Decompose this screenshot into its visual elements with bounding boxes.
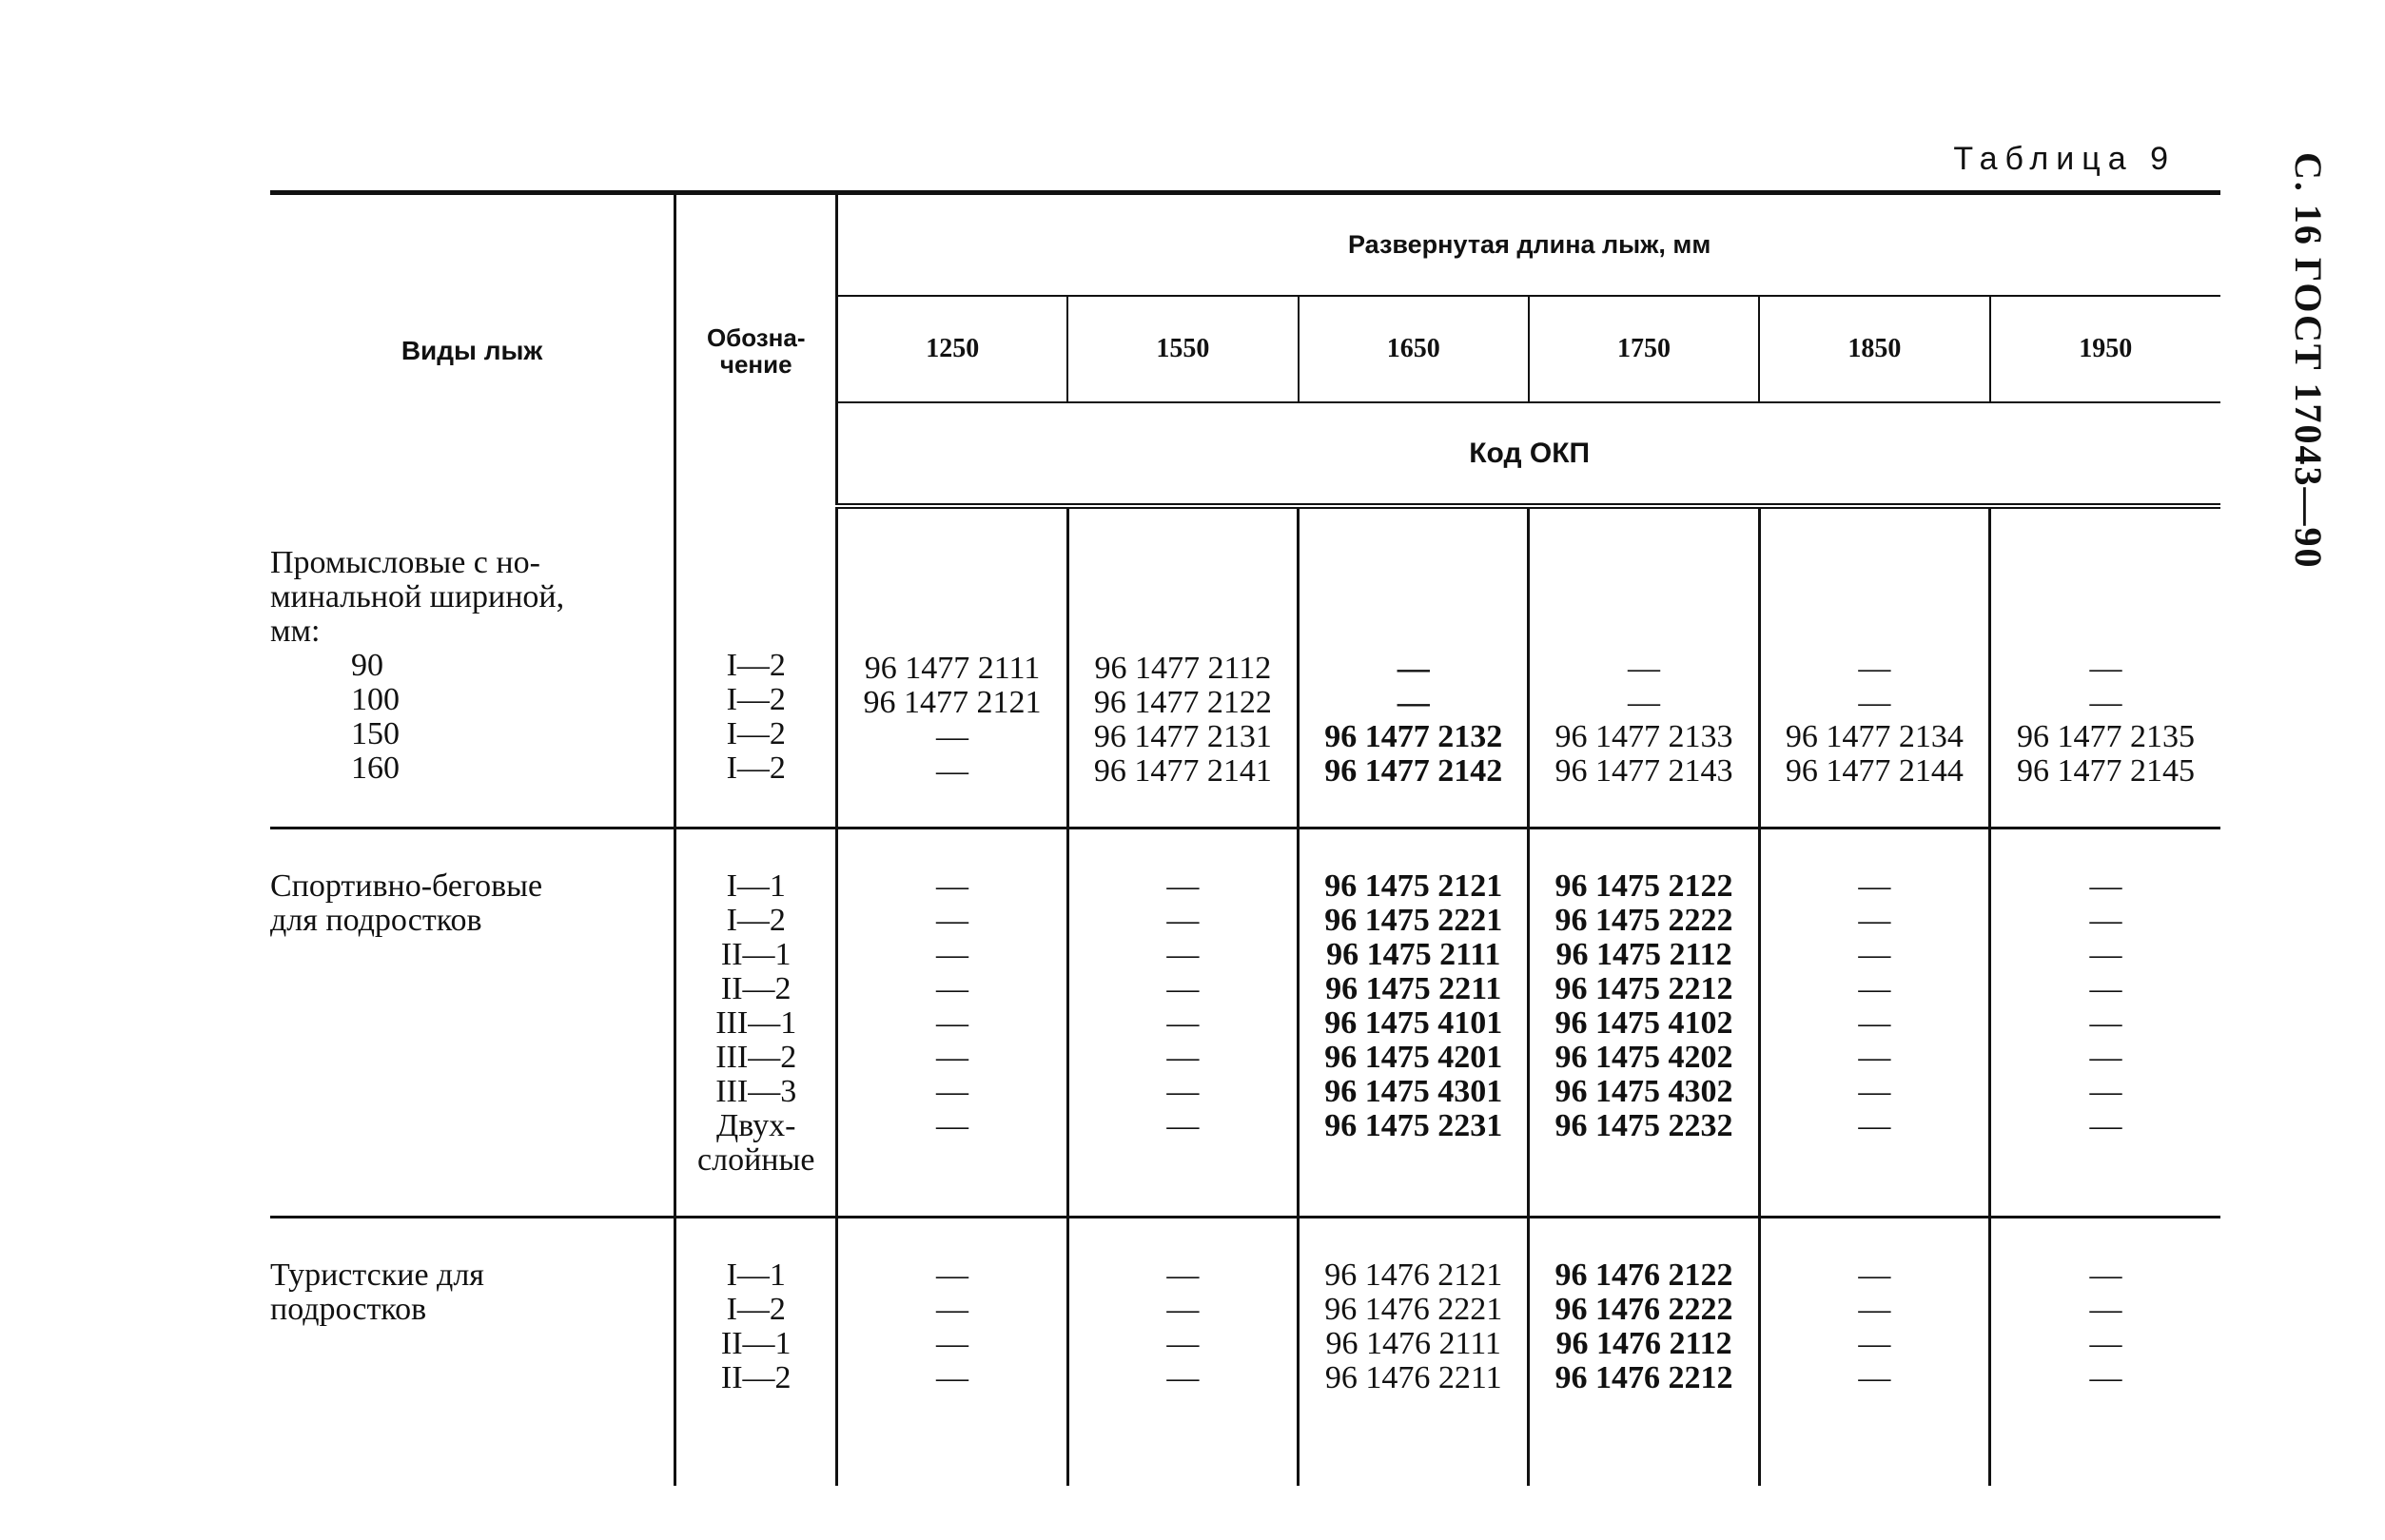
okp-code: — (936, 971, 969, 1006)
header-ski-types: Виды лыж (270, 193, 675, 507)
designation-value: III—2 (715, 1040, 797, 1075)
okp-code: — (1166, 868, 1200, 904)
designation-value: I—2 (726, 751, 786, 786)
okp-code: 96 1477 2121 (863, 685, 1042, 720)
table-row (270, 828, 2220, 1218)
okp-code: — (1858, 1074, 1891, 1109)
header-length-1850: 1850 (1759, 296, 1989, 402)
okp-code: — (2089, 868, 2122, 904)
header-length-1650: 1650 (1299, 296, 1529, 402)
okp-cell-1650 (1299, 506, 1529, 828)
okp-code: 96 1477 2142 (1324, 753, 1503, 789)
okp-code: 96 1477 2122 (1093, 685, 1272, 720)
designation-value: II—1 (720, 1326, 792, 1361)
designation-value: Двух- (716, 1108, 796, 1143)
okp-code: — (1858, 868, 1891, 904)
width-value: 160 (351, 751, 400, 786)
designation-value: I—2 (726, 1292, 786, 1327)
okp-code: — (2089, 1108, 2122, 1143)
okp-cell-1950 (1990, 506, 2220, 828)
okp-code: 96 1475 2232 (1554, 1108, 1733, 1143)
okp-code: — (2089, 1326, 2122, 1361)
okp-code: — (1166, 1074, 1200, 1109)
okp-code: 96 1475 4101 (1324, 1005, 1503, 1041)
okp-code: — (1858, 903, 1891, 938)
okp-code: 96 1476 2111 (1325, 1326, 1501, 1361)
okp-code: — (1166, 1360, 1200, 1395)
okp-code: — (2089, 1292, 2122, 1327)
designation-value: II—2 (720, 971, 792, 1006)
okp-code: — (936, 903, 969, 938)
section-title-cell (270, 1218, 675, 1487)
okp-code: 96 1475 2221 (1324, 903, 1503, 938)
okp-code: — (936, 1005, 969, 1041)
okp-code: — (2089, 937, 2122, 972)
okp-cell-1750 (1529, 828, 1759, 1218)
okp-code: — (936, 753, 969, 789)
okp-code: 96 1476 2112 (1555, 1326, 1732, 1361)
okp-code: — (1858, 1360, 1891, 1395)
section-title-line: мм: (270, 614, 321, 649)
okp-code: — (1166, 903, 1200, 938)
header-designation (675, 193, 837, 507)
okp-code: — (1858, 685, 1891, 720)
designation-value: слойные (697, 1142, 815, 1178)
section-title-line: Спортивно-беговые (270, 868, 543, 904)
okp-cell-1750 (1529, 506, 1759, 828)
width-value: 90 (351, 648, 383, 683)
okp-code: — (936, 937, 969, 972)
okp-code: — (936, 1040, 969, 1075)
okp-code: 96 1477 2112 (1094, 651, 1272, 686)
okp-code: 96 1475 4102 (1554, 1005, 1733, 1041)
okp-code: 96 1475 2122 (1554, 868, 1733, 904)
okp-code: — (2089, 1257, 2122, 1293)
okp-code: — (1858, 1326, 1891, 1361)
designation-value: I—2 (726, 682, 786, 717)
okp-code: — (1166, 1005, 1200, 1041)
okp-cell-1550 (1067, 828, 1298, 1218)
okp-code: 96 1477 2131 (1093, 719, 1272, 754)
designation-value: I—1 (726, 1257, 786, 1293)
okp-code: 96 1477 2141 (1093, 753, 1272, 789)
okp-code: 96 1476 2221 (1324, 1292, 1503, 1327)
section-title-line: для подростков (270, 903, 482, 938)
designation-value: I—1 (726, 868, 786, 904)
okp-code: 96 1475 4302 (1554, 1074, 1733, 1109)
okp-cell-1250 (837, 828, 1067, 1218)
okp-code: — (1858, 651, 1891, 686)
section-title-line: минальной шириной, (270, 579, 565, 614)
okp-code: 96 1477 2111 (864, 651, 1041, 686)
okp-code: 96 1477 2135 (2017, 719, 2196, 754)
okp-code: 96 1477 2132 (1324, 719, 1503, 754)
okp-code: 96 1477 2134 (1785, 719, 1964, 754)
designation-value: III—3 (715, 1074, 797, 1109)
section-title-line: Туристские для (270, 1257, 484, 1293)
okp-code: — (1858, 937, 1891, 972)
okp-cell-1250 (837, 1218, 1067, 1487)
okp-code: — (2089, 1005, 2122, 1041)
okp-code: — (1858, 1292, 1891, 1327)
width-value: 100 (351, 682, 400, 717)
okp-code: — (936, 868, 969, 904)
okp-code: — (1397, 685, 1430, 720)
okp-cell-1850 (1759, 828, 1989, 1218)
okp-cell-1250 (837, 506, 1067, 828)
okp-code: — (936, 719, 969, 754)
okp-code: 96 1477 2133 (1554, 719, 1733, 754)
okp-code: 96 1476 2121 (1324, 1257, 1503, 1293)
okp-cell-1650 (1299, 1218, 1529, 1487)
okp-code: — (1628, 651, 1661, 686)
okp-code: — (1858, 1040, 1891, 1075)
okp-code: — (936, 1326, 969, 1361)
width-value: 150 (351, 716, 400, 751)
okp-code: 96 1475 4202 (1554, 1040, 1733, 1075)
okp-code: — (936, 1257, 969, 1293)
designation-cell (675, 506, 837, 828)
okp-code: 96 1475 4201 (1324, 1040, 1503, 1075)
okp-code: — (1858, 1257, 1891, 1293)
okp-code: 96 1475 2121 (1324, 868, 1503, 904)
designation-cell (675, 828, 837, 1218)
header-length-1250: 1250 (837, 296, 1067, 402)
okp-code: — (1166, 1292, 1200, 1327)
okp-code: — (2089, 903, 2122, 938)
okp-cell-1950 (1990, 1218, 2220, 1487)
okp-code: — (1166, 1257, 1200, 1293)
okp-code: 96 1477 2145 (2017, 753, 2196, 789)
section-title-line: подростков (270, 1292, 427, 1327)
okp-code: 96 1476 2122 (1554, 1257, 1733, 1293)
okp-code: — (1397, 651, 1430, 686)
okp-cell-1650 (1299, 828, 1529, 1218)
okp-cell-1850 (1759, 506, 1989, 828)
okp-code: — (1166, 937, 1200, 972)
okp-cell-1950 (1990, 828, 2220, 1218)
okp-code: — (1166, 1326, 1200, 1361)
okp-code: 96 1476 2211 (1324, 1360, 1502, 1395)
header-designation-line2: чение (719, 349, 792, 379)
okp-code: 96 1476 2212 (1554, 1360, 1733, 1395)
okp-code: — (2089, 1040, 2122, 1075)
okp-code: 96 1477 2144 (1785, 753, 1964, 789)
table-caption: Таблица 9 (1953, 141, 2176, 177)
document-side-title: С. 16 ГОСТ 17043—90 (2287, 152, 2330, 570)
okp-cell-1850 (1759, 1218, 1989, 1487)
header-designation-line1: Обозна- (706, 322, 806, 352)
section-title-line: Промысловые с но- (270, 545, 540, 580)
okp-code: — (936, 1360, 969, 1395)
okp-cell-1550 (1067, 1218, 1298, 1487)
designation-value: II—2 (720, 1360, 792, 1395)
header-length-1950: 1950 (1990, 296, 2220, 402)
okp-code: 96 1476 2222 (1554, 1292, 1733, 1327)
header-okp-code: Код ОКП (837, 402, 2220, 506)
header-length-group: Развернутая длина лыж, мм (837, 193, 2220, 297)
okp-code: — (1858, 1005, 1891, 1041)
designation-cell (675, 1218, 837, 1487)
table-row (270, 1218, 2220, 1487)
okp-code: — (2089, 651, 2122, 686)
designation-value: I—2 (726, 716, 786, 751)
okp-code: 96 1475 2222 (1554, 903, 1733, 938)
header-length-1750: 1750 (1529, 296, 1759, 402)
okp-code: — (936, 1074, 969, 1109)
table-row (270, 506, 2220, 828)
designation-value: II—1 (720, 937, 792, 972)
okp-code: — (936, 1108, 969, 1143)
okp-code: 96 1475 2211 (1325, 971, 1502, 1006)
okp-code: 96 1477 2143 (1554, 753, 1733, 789)
okp-code: — (936, 1292, 969, 1327)
okp-code: 96 1475 2231 (1324, 1108, 1503, 1143)
okp-code: — (1858, 1108, 1891, 1143)
okp-code: — (1858, 971, 1891, 1006)
okp-cell-1550 (1067, 506, 1298, 828)
okp-code: — (1166, 1108, 1200, 1143)
okp-code: — (2089, 685, 2122, 720)
okp-code: — (1166, 971, 1200, 1006)
okp-code: — (1628, 685, 1661, 720)
okp-cell-1750 (1529, 1218, 1759, 1487)
okp-code: — (1166, 1040, 1200, 1075)
okp-code: — (2089, 1074, 2122, 1109)
header-length-1550: 1550 (1067, 296, 1298, 402)
okp-code: 96 1475 2212 (1554, 971, 1733, 1006)
okp-code: — (2089, 1360, 2122, 1395)
section-title-cell (270, 506, 675, 828)
okp-code: 96 1475 4301 (1324, 1074, 1503, 1109)
okp-code: 96 1475 2112 (1555, 937, 1732, 972)
designation-value: I—2 (726, 648, 786, 683)
okp-code: — (2089, 971, 2122, 1006)
section-title-cell (270, 828, 675, 1218)
designation-value: I—2 (726, 903, 786, 938)
ski-code-table (270, 190, 2220, 1486)
designation-value: III—1 (715, 1005, 797, 1041)
okp-code: 96 1475 2111 (1326, 937, 1501, 972)
